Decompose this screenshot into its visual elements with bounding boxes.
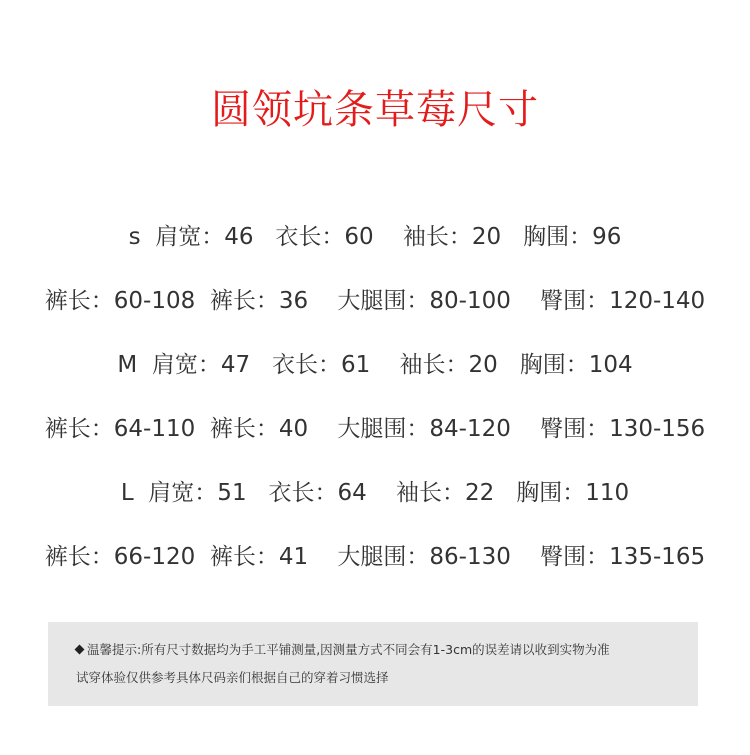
size-s-bottom-measurements: 裤长：60-108 裤长：36 大腿围：80-100 臀围：120-140 <box>44 288 706 314</box>
size-l-bottom-measurements: 裤长：66-120 裤长：41 大腿围：86-130 臀围：135-165 <box>44 544 706 570</box>
notice-line-2 <box>76 669 389 687</box>
diamond-icon <box>75 645 85 655</box>
notice-text-1: 温馨提示:所有尺寸数据均为手工平铺测量,因测量方式不同会有1-3cm的误差请以收到实物为准 <box>87 642 610 657</box>
page-title: 圆领坑条草莓尺寸 <box>211 87 539 133</box>
notice-line-1 <box>76 641 610 659</box>
size-m-bottom-measurements: 裤长：64-110 裤长：40 大腿围：84-120 臀围：130-156 <box>44 416 706 442</box>
size-m-top-measurements: M 肩宽：47 衣长：61 袖长：20 胸围：104 <box>117 352 633 378</box>
notice-box <box>48 622 698 706</box>
size-l-top-measurements: L 肩宽：51 衣长：64 袖长：22 胸围：110 <box>120 480 630 506</box>
size-s-top-measurements: s 肩宽：46 衣长：60 袖长：20 胸围：96 <box>128 224 622 250</box>
notice-text-2: 试穿体验仅供参考具体尺码亲们根据自己的穿着习惯选择 <box>76 670 389 685</box>
